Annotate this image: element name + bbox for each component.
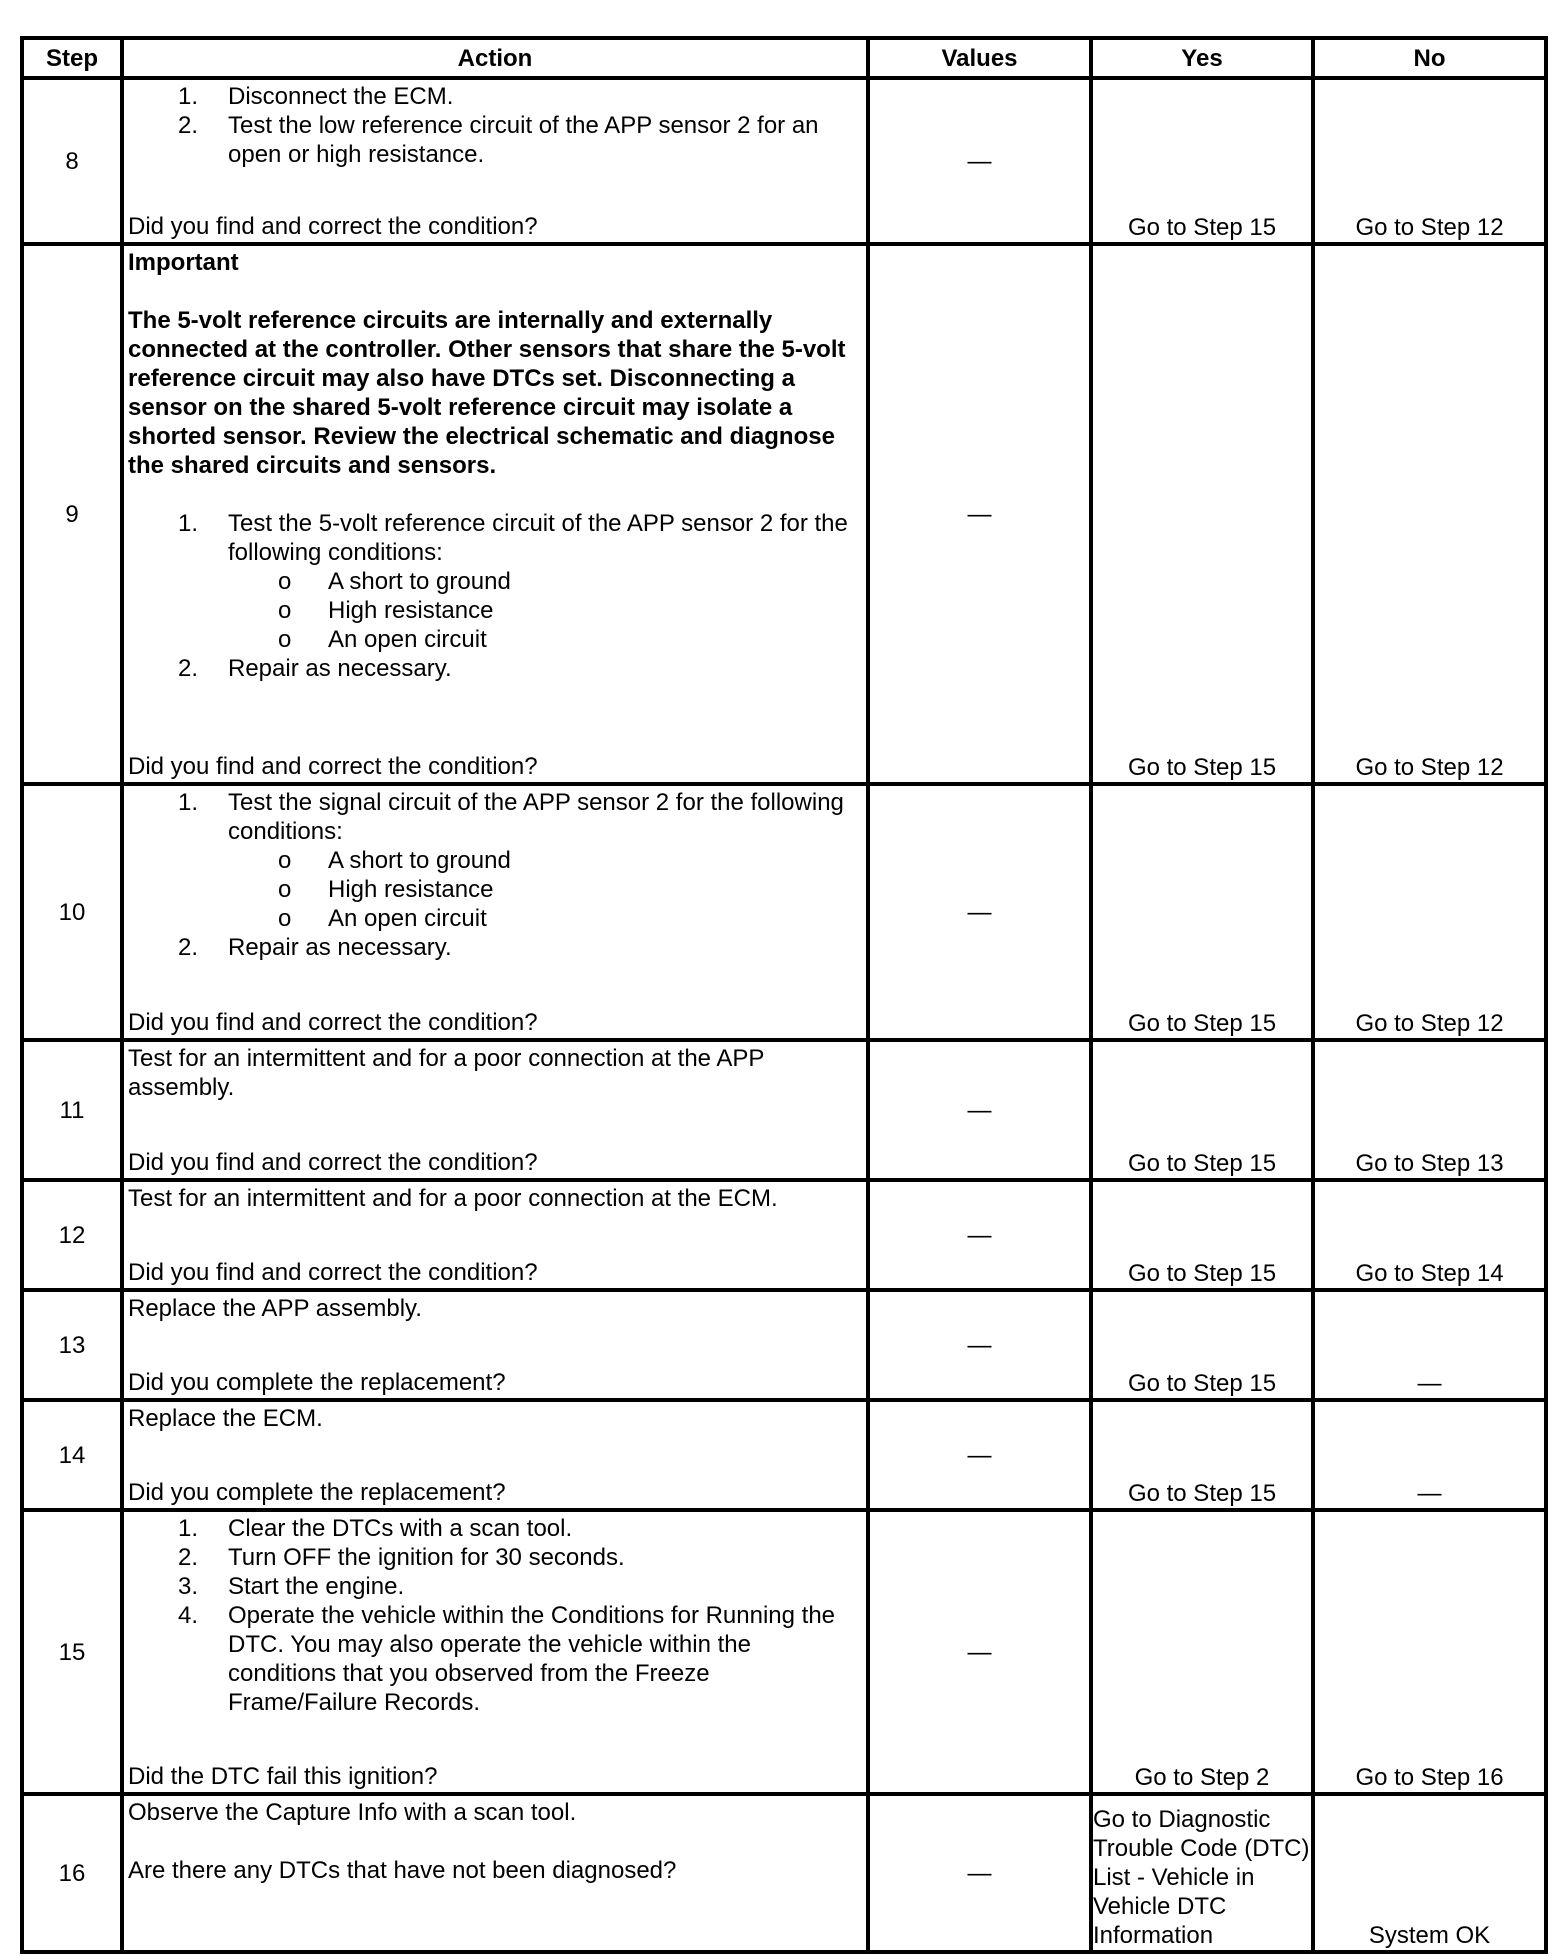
action-list <box>128 509 862 683</box>
table-row <box>22 78 1546 244</box>
list-item: 1. Clear the DTCs with a scan tool. <box>178 1515 573 1542</box>
list-item: o A short to ground <box>278 847 511 874</box>
question-text: Did the DTC fail this ignition? <box>128 1763 438 1790</box>
list-item: 3. Start the engine. <box>178 1573 405 1600</box>
no-result: Go to Step 16 <box>1313 1510 1546 1794</box>
no-result: Go to Step 12 <box>1313 78 1546 244</box>
question-text: Did you complete the replacement? <box>128 1479 506 1506</box>
list-item: 1. Disconnect the ECM. <box>178 83 454 110</box>
values-cell: — <box>868 1794 1091 1952</box>
yes-result: Go to Step 15 <box>1091 1180 1313 1290</box>
list-item: o An open circuit <box>278 905 487 932</box>
values-cell: — <box>868 1290 1091 1400</box>
step-number: 11 <box>22 1040 122 1180</box>
action-text: Replace the ECM. <box>128 1405 323 1432</box>
header-values: Values <box>868 38 1091 78</box>
list-item: 4. Operate the vehicle within the Conditions for Running the DTC. You may also operate the vehicle within the conditions that you observed from the Freeze Frame/Failure Records. <box>178 1602 836 1716</box>
no-result: — <box>1313 1400 1546 1510</box>
question-text: Did you find and correct the condition? <box>128 1149 538 1176</box>
list-item: o High resistance <box>278 876 494 903</box>
step-number: 10 <box>22 784 122 1040</box>
step-number: 16 <box>22 1794 122 1952</box>
table-row <box>22 1290 1546 1400</box>
values-cell: — <box>868 1180 1091 1290</box>
question-text: Did you find and correct the condition? <box>128 753 538 780</box>
action-cell <box>122 1180 868 1290</box>
step-number: 9 <box>22 244 122 784</box>
list-item: 2. Repair as necessary. <box>178 655 452 682</box>
header-row <box>22 38 1546 78</box>
list-item: o High resistance <box>278 597 494 624</box>
action-cell <box>122 1794 868 1952</box>
action-cell <box>122 78 868 244</box>
question-text: Are there any DTCs that have not been diagnosed? <box>128 1857 677 1884</box>
values-cell: — <box>868 244 1091 784</box>
no-result: Go to Step 14 <box>1313 1180 1546 1290</box>
values-cell: — <box>868 78 1091 244</box>
no-result: System OK <box>1313 1794 1546 1952</box>
values-cell: — <box>868 784 1091 1040</box>
yes-result: Go to Diagnostic Trouble Code (DTC) List - Vehicle in Vehicle DTC Information <box>1091 1794 1313 1952</box>
action-list <box>128 788 862 962</box>
table-row <box>22 1510 1546 1794</box>
question-text: Did you complete the replacement? <box>128 1369 506 1396</box>
step-number: 8 <box>22 78 122 244</box>
table-row <box>22 1400 1546 1510</box>
list-item: 1. Test the signal circuit of the APP sensor 2 for the following conditions: o A short to ground o High resistance o An open circuit <box>128 788 862 933</box>
question-text: Did you find and correct the condition? <box>128 1259 538 1286</box>
yes-result: Go to Step 15 <box>1091 244 1313 784</box>
list-item: 2. Repair as necessary. <box>178 934 452 961</box>
action-cell <box>122 1510 868 1794</box>
yes-result: Go to Step 2 <box>1091 1510 1313 1794</box>
no-result: Go to Step 12 <box>1313 784 1546 1040</box>
action-text: Observe the Capture Info with a scan tool. <box>128 1799 577 1826</box>
step-number: 12 <box>22 1180 122 1290</box>
header-no: No <box>1313 38 1546 78</box>
table-row <box>22 1180 1546 1290</box>
list-item: 2. Test the low reference circuit of the APP sensor 2 for an open or high resistance. <box>178 112 819 168</box>
action-text: Test for an intermittent and for a poor connection at the APP assembly. <box>128 1045 764 1101</box>
no-result: Go to Step 12 <box>1313 244 1546 784</box>
table-row <box>22 1040 1546 1180</box>
values-cell: — <box>868 1510 1091 1794</box>
action-cell <box>122 1040 868 1180</box>
action-cell <box>122 784 868 1040</box>
yes-result: Go to Step 15 <box>1091 1040 1313 1180</box>
table-row <box>22 1794 1546 1952</box>
action-cell <box>122 1400 868 1510</box>
yes-result: Go to Step 15 <box>1091 1290 1313 1400</box>
no-result: — <box>1313 1290 1546 1400</box>
no-result: Go to Step 13 <box>1313 1040 1546 1180</box>
table-row <box>22 784 1546 1040</box>
header-step: Step <box>22 38 122 78</box>
action-list <box>128 1514 862 1717</box>
question-text: Did you find and correct the condition? <box>128 213 538 240</box>
question-text: Did you find and correct the condition? <box>128 1009 538 1036</box>
step-number: 13 <box>22 1290 122 1400</box>
important-heading: Important <box>128 249 239 276</box>
action-text: Replace the APP assembly. <box>128 1295 422 1322</box>
values-cell: — <box>868 1040 1091 1180</box>
condition-list <box>228 846 862 933</box>
list-item: 1. Test the 5-volt reference circuit of the APP sensor 2 for the following conditions: o A short to ground o High resistance o An open circuit <box>128 509 862 654</box>
yes-result: Go to Step 15 <box>1091 78 1313 244</box>
step-number: 14 <box>22 1400 122 1510</box>
yes-result: Go to Step 15 <box>1091 1400 1313 1510</box>
header-yes: Yes <box>1091 38 1313 78</box>
yes-result: Go to Step 15 <box>1091 784 1313 1040</box>
diagnostic-table-page <box>20 36 1544 1949</box>
action-list <box>128 82 862 169</box>
action-cell <box>122 1290 868 1400</box>
list-item: o A short to ground <box>278 568 511 595</box>
header-action: Action <box>122 38 868 78</box>
list-item: o An open circuit <box>278 626 487 653</box>
diagnostic-table <box>20 36 1548 1954</box>
condition-list <box>228 567 862 654</box>
action-text: Test for an intermittent and for a poor connection at the ECM. <box>128 1185 778 1212</box>
table-row <box>22 244 1546 784</box>
step-number: 15 <box>22 1510 122 1794</box>
important-note: The 5-volt reference circuits are internally and externally connected at the controller. Other sensors that share the 5-volt reference circuit may also have DTCs set. Disconnecting a sensor on the shared 5-volt reference circuit may isolate a shorted sensor. Review the electrical schematic and diagnose the shared circuits and sensors. <box>128 307 846 479</box>
action-cell <box>122 244 868 784</box>
list-item: 2. Turn OFF the ignition for 30 seconds. <box>178 1544 625 1571</box>
values-cell: — <box>868 1400 1091 1510</box>
